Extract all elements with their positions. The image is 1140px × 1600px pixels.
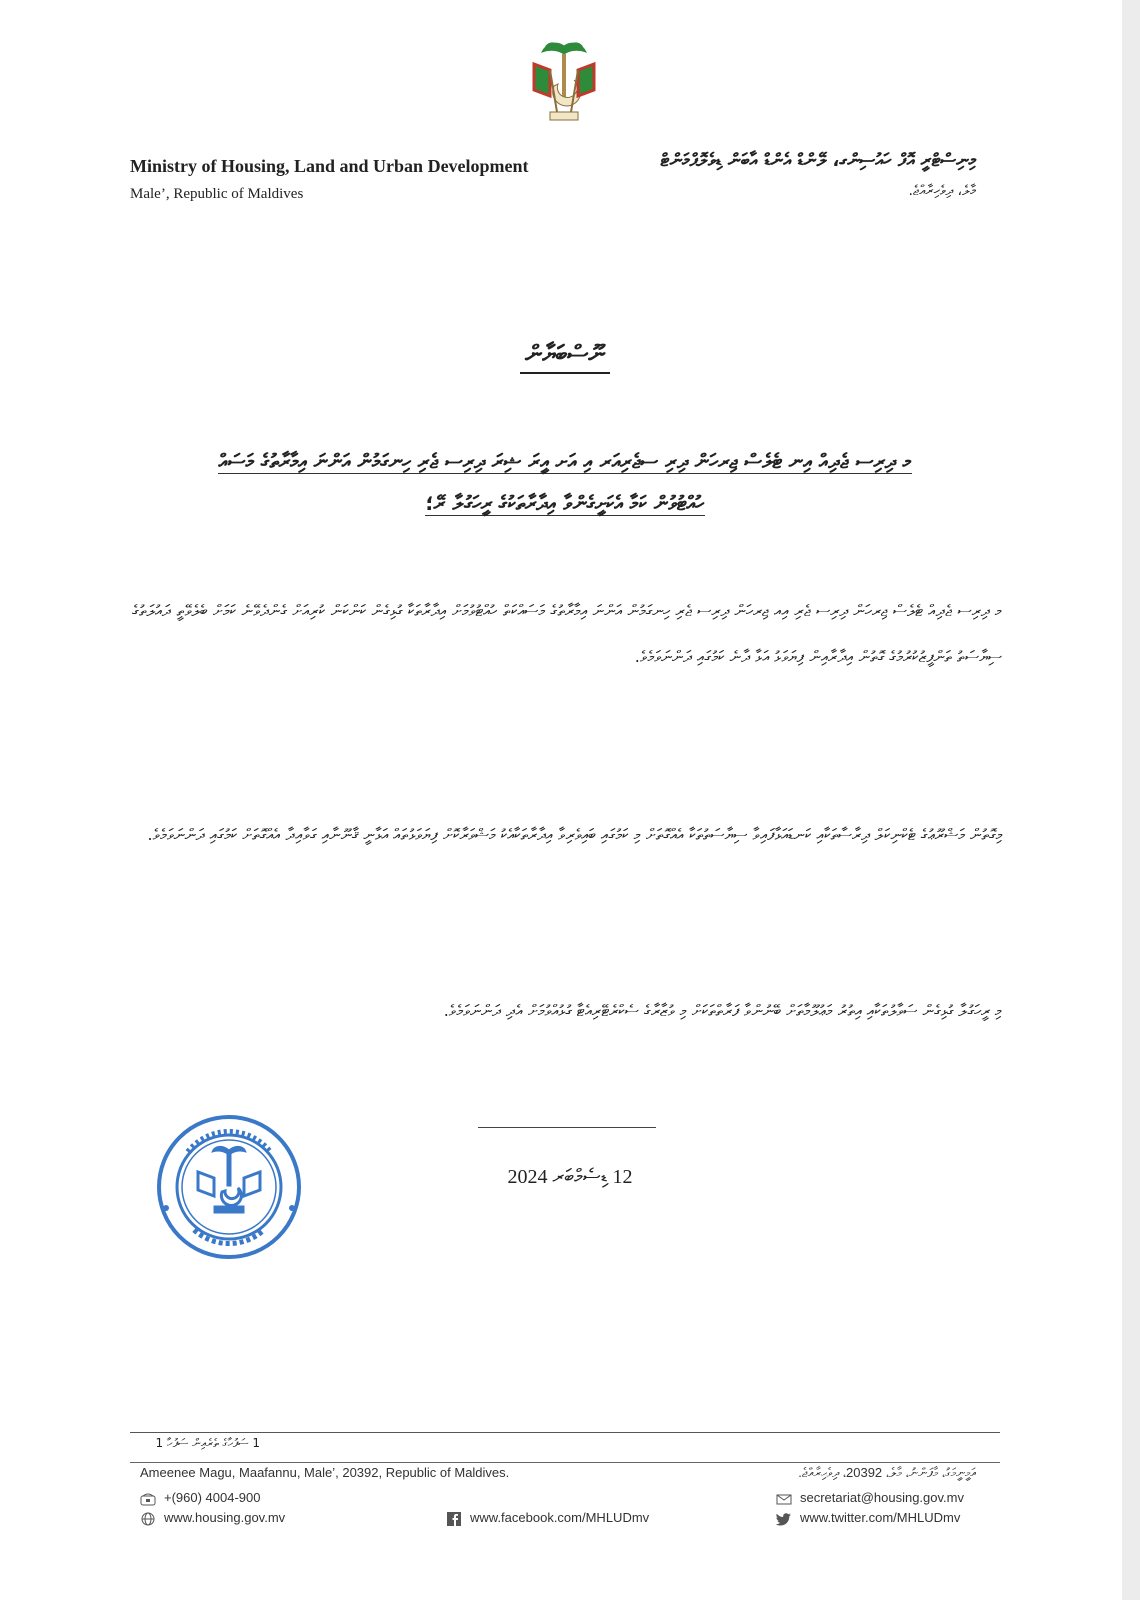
page-footnote: 1 ސަފުހާގެ ތެރެއިން ސަފުހާ 1: [155, 1436, 260, 1450]
document-title: ނޫސްބަޔާން: [520, 340, 610, 374]
facebook-link[interactable]: www.facebook.com/MHLUDmv: [470, 1510, 650, 1525]
body-paragraph: މި ރީހަގުލާ ގުޅިގެން ސަވާލުތަކާއި އިތުރު މަޢުލޫމާތަށް ބޭނުންވާ ފަރާތްތަކަށް މި ވުޒާރާގެ ސެކްރެޓޭރިއެޓާ ގުޅުއްވުމަށް އެދި ދަންނަވަމެވެ.: [443, 1001, 1002, 1020]
document-subtitle: [140, 440, 990, 524]
signature-line: [478, 1127, 656, 1128]
document-date: 12 ޑިސެމްބަރ 2024: [507, 1166, 633, 1188]
body-paragraph: މ ދިރިސ ޖެދިއް ޓެލެސް ޖިރހަން ދިރިސ ޖެރި އިއ ޖިރހަން ދިރިސ ޖެރި ހިނގަމުން އަންނަ އިމާރާތުގެ މަސައްކަތް ހުއްޓުވުމަށް އިދާރާތަކާ ގުޅިގެން ކަންކަން ކުރިއަށް ގެންދެވޭނެ ކަމަށް ބެލެވޭތީ ދައުލަތުގެ ސިޔާސަތު ތަންފީޒުކުރުމުގެ ގޮތުން އިދާރާއިން ފިޔަވަޅު އަޅާ ދާނެ ކަމުގައި ދަންނަވަމެވެ.: [132, 601, 1002, 666]
footer-phone: [140, 1490, 261, 1506]
footer-website: [140, 1510, 285, 1526]
ministry-name-dv: މިނިސްޓްރީ އޮފް ހައުސިންގ، ލޭންޑް އެންޑް އާބަން ޑިވެލޮޕްމަންޓް: [660, 150, 976, 171]
ministry-location-en: Male’, Republic of Maldives: [130, 186, 304, 202]
email-icon: [776, 1492, 792, 1506]
footer-twitter: [776, 1510, 960, 1526]
globe-icon: [140, 1512, 156, 1526]
footer-address-dv: އަމީނީމަގު، މާފަންނު، މާލެ، 20392، ދިވެހިރާއްޖެ.: [798, 1465, 976, 1480]
footnote-divider: [130, 1432, 1000, 1433]
footer-divider: [130, 1462, 1000, 1463]
email-link[interactable]: secretariat@housing.gov.mv: [800, 1490, 964, 1505]
ministry-location-dv: މާލެ، ދިވެހިރާއްޖެ.: [908, 183, 976, 199]
facebook-icon: [446, 1512, 462, 1526]
footer-facebook: [446, 1510, 649, 1526]
body-paragraph: މިގޮތުން މަޝްރޫޢުގެ ޓެކްނިކަލް ދިރާސާތަކާއި ކަނޑައަޅާފައިވާ ސިޔާސަތުތަކާ އެއްގޮތަށް މި ކަމުގައި ބައިވެރިވާ އިދާރާތަކާއެކު މަޝްވަރާކޮށް ފިޔަވަޅުތައް އަޅާނީ ޤާނޫނާއި ގަވާއިދާ އެއްގޮތަށް ކަމުގައި ދަންނަވަމެވެ.: [147, 825, 1002, 844]
website-link[interactable]: www.housing.gov.mv: [164, 1510, 286, 1525]
subtitle-line-2: ހުއްޓުވުން ކަމާ އެކަށީގެންވާ އިދާރާތަކުގެ ރީހަގުލާ ރޭ؛: [425, 491, 705, 515]
subtitle-line-1: މ ދިރިސ ޖެދިއް އިނ ޓެލެސް ޖިރހަން ދިރި ސޖެރިއަރ އި އަށ އީރަ ޝިރަ ދިރިސ ޖެރި ހިނގަމުން އަންނަ އިމާރާތުގެ މަސައް: [218, 449, 912, 473]
footer-email: [776, 1490, 964, 1506]
phone-icon: [140, 1492, 156, 1506]
twitter-link[interactable]: www.twitter.com/MHLUDmv: [800, 1510, 961, 1525]
ministry-name-en: Ministry of Housing, Land and Urban Development: [130, 156, 529, 176]
phone-number: +(960) 4004-900: [164, 1490, 261, 1505]
state-emblem-icon: [528, 40, 600, 124]
ministry-seal-icon: [154, 1112, 304, 1262]
twitter-icon: [776, 1512, 792, 1526]
footer-address-en: Ameenee Magu, Maafannu, Male’, 20392, Republic of Maldives.: [140, 1465, 510, 1480]
